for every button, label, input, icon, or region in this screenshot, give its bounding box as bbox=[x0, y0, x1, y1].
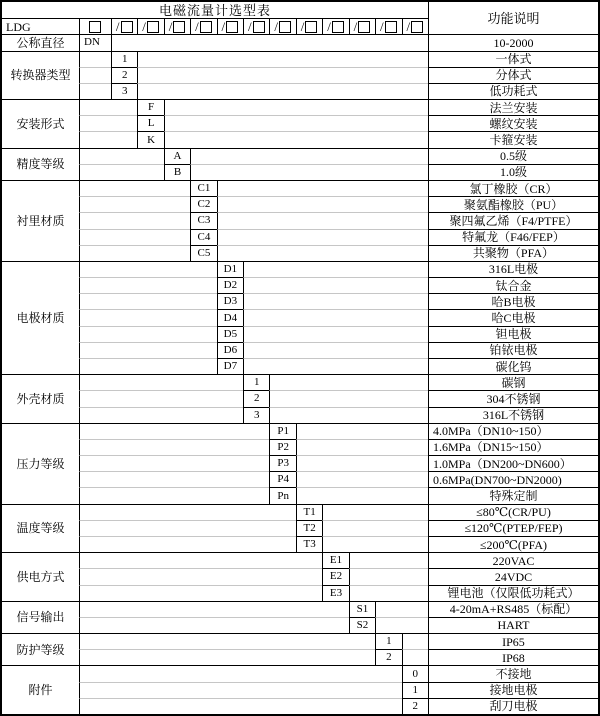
filler-cell bbox=[243, 277, 428, 293]
code-cell: P2 bbox=[269, 439, 295, 455]
desc-cell: 0.5级 bbox=[428, 148, 598, 164]
code-cell: C2 bbox=[190, 196, 216, 212]
code-cell: D7 bbox=[217, 358, 243, 374]
code-cell: B bbox=[164, 164, 190, 180]
code-cell: P4 bbox=[269, 471, 295, 487]
empty-checkbox-icon bbox=[385, 21, 397, 33]
model-code-slot bbox=[243, 18, 269, 34]
desc-cell: ≤80℃(CR/PU) bbox=[428, 504, 598, 520]
filler-cell bbox=[322, 520, 428, 536]
desc-cell: 304不锈钢 bbox=[428, 390, 598, 406]
code-cell: C4 bbox=[190, 229, 216, 245]
empty-checkbox-icon bbox=[279, 21, 291, 33]
code-cell: 1 bbox=[402, 682, 428, 698]
model-code-slot bbox=[402, 18, 428, 34]
code-cell: Pn bbox=[269, 487, 295, 503]
filler-cell bbox=[349, 552, 428, 568]
empty-checkbox-icon bbox=[253, 21, 265, 33]
filler-cell bbox=[296, 423, 428, 439]
filler-cell bbox=[79, 552, 322, 568]
filler-cell bbox=[243, 309, 428, 325]
filler-cell bbox=[190, 164, 428, 180]
code-cell: A bbox=[164, 148, 190, 164]
model-code-slot bbox=[322, 18, 348, 34]
group-label: 衬里材质 bbox=[2, 180, 79, 261]
empty-checkbox-icon bbox=[121, 21, 133, 33]
filler-cell bbox=[137, 83, 428, 99]
code-cell: F bbox=[137, 99, 163, 115]
model-code-slot bbox=[217, 18, 243, 34]
filler-cell bbox=[79, 374, 243, 390]
desc-cell: 共聚物（PFA） bbox=[428, 245, 598, 261]
filler-cell bbox=[164, 99, 428, 115]
slash-separator: / bbox=[168, 19, 173, 35]
code-cell: 1 bbox=[243, 374, 269, 390]
desc-cell: 低功耗式 bbox=[428, 83, 598, 99]
filler-cell bbox=[79, 99, 137, 115]
filler-cell bbox=[79, 229, 190, 245]
filler-cell bbox=[243, 326, 428, 342]
filler-cell bbox=[164, 115, 428, 131]
filler-cell bbox=[296, 455, 428, 471]
filler-cell bbox=[79, 358, 217, 374]
filler-cell bbox=[375, 617, 428, 633]
desc-cell: 一体式 bbox=[428, 51, 598, 67]
desc-cell: 10-2000 bbox=[428, 34, 598, 50]
desc-cell: ≤200℃(PFA) bbox=[428, 536, 598, 552]
empty-checkbox-icon bbox=[358, 21, 370, 33]
desc-cell: 刮刀电极 bbox=[428, 698, 598, 714]
filler-cell bbox=[164, 131, 428, 147]
code-cell: K bbox=[137, 131, 163, 147]
filler-cell bbox=[79, 439, 269, 455]
code-cell: C1 bbox=[190, 180, 216, 196]
filler-cell bbox=[79, 617, 349, 633]
desc-cell: 1.0级 bbox=[428, 164, 598, 180]
filler-cell bbox=[79, 212, 190, 228]
desc-cell: 316L电极 bbox=[428, 261, 598, 277]
code-cell: 0 bbox=[402, 665, 428, 681]
desc-cell: 接地电极 bbox=[428, 682, 598, 698]
empty-checkbox-icon bbox=[89, 21, 101, 33]
desc-cell: 钛合金 bbox=[428, 277, 598, 293]
filler-cell bbox=[79, 277, 217, 293]
code-cell: 3 bbox=[111, 83, 137, 99]
filler-cell bbox=[79, 83, 111, 99]
filler-cell bbox=[79, 407, 243, 423]
filler-cell bbox=[402, 649, 428, 665]
filler-cell bbox=[349, 568, 428, 584]
filler-cell bbox=[79, 309, 217, 325]
filler-cell bbox=[79, 423, 269, 439]
slash-separator: / bbox=[247, 19, 252, 35]
model-code-slot bbox=[164, 18, 190, 34]
filler-cell bbox=[79, 471, 269, 487]
code-cell: P3 bbox=[269, 455, 295, 471]
filler-cell bbox=[79, 601, 349, 617]
group-label: 防护等级 bbox=[2, 633, 79, 665]
desc-cell: 1.0MPa（DN200~DN600） bbox=[428, 455, 598, 471]
code-cell: D6 bbox=[217, 342, 243, 358]
code-cell: D2 bbox=[217, 277, 243, 293]
filler-cell bbox=[79, 196, 190, 212]
desc-cell: 钽电极 bbox=[428, 326, 598, 342]
desc-cell: ≤120℃(PTEP/FEP) bbox=[428, 520, 598, 536]
filler-cell bbox=[296, 487, 428, 503]
filler-cell bbox=[217, 180, 428, 196]
desc-cell: 4.0MPa（DN10~150） bbox=[428, 423, 598, 439]
code-cell: T1 bbox=[296, 504, 322, 520]
filler-cell bbox=[79, 698, 402, 714]
group-label: 精度等级 bbox=[2, 148, 79, 180]
slash-separator: / bbox=[142, 19, 146, 35]
desc-cell: 4-20mA+RS485（标配） bbox=[428, 601, 598, 617]
code-cell: D4 bbox=[217, 309, 243, 325]
filler-cell bbox=[79, 293, 217, 309]
model-code-slot bbox=[269, 18, 295, 34]
filler-cell bbox=[217, 196, 428, 212]
group-label: 压力等级 bbox=[2, 423, 79, 504]
filler-cell bbox=[79, 180, 190, 196]
code-cell: E3 bbox=[322, 585, 348, 601]
filler-cell bbox=[243, 261, 428, 277]
filler-cell bbox=[375, 601, 428, 617]
desc-cell: 哈B电极 bbox=[428, 293, 598, 309]
filler-cell bbox=[137, 67, 428, 83]
table-title: 电磁流量计选型表 bbox=[158, 2, 271, 18]
code-cell: 1 bbox=[111, 51, 137, 67]
filler-cell bbox=[79, 536, 296, 552]
slash-separator: / bbox=[406, 19, 411, 35]
model-prefix: LDG bbox=[2, 18, 79, 34]
model-code-slot bbox=[111, 18, 137, 34]
group-label: 信号输出 bbox=[2, 601, 79, 633]
filler-cell bbox=[296, 471, 428, 487]
code-cell: D5 bbox=[217, 326, 243, 342]
desc-cell: 24VDC bbox=[428, 568, 598, 584]
filler-cell bbox=[322, 504, 428, 520]
desc-cell: 聚四氟乙烯（F4/PTFE） bbox=[428, 212, 598, 228]
filler-cell bbox=[79, 51, 111, 67]
model-code-slot bbox=[296, 18, 322, 34]
desc-cell: 卡箍安装 bbox=[428, 131, 598, 147]
filler-cell bbox=[79, 585, 322, 601]
code-cell: 2 bbox=[402, 698, 428, 714]
group-label: 附件 bbox=[2, 665, 79, 714]
desc-cell: HART bbox=[428, 617, 598, 633]
filler-cell bbox=[79, 261, 217, 277]
desc-cell: IP68 bbox=[428, 649, 598, 665]
desc-cell: 碳钢 bbox=[428, 374, 598, 390]
filler-cell bbox=[79, 164, 164, 180]
group-label: 电极材质 bbox=[2, 261, 79, 374]
model-code-slot bbox=[137, 18, 163, 34]
desc-cell: 特殊定制 bbox=[428, 487, 598, 503]
slash-separator: / bbox=[327, 19, 331, 35]
desc-cell: 螺纹安装 bbox=[428, 115, 598, 131]
filler-cell bbox=[217, 245, 428, 261]
empty-checkbox-icon bbox=[200, 21, 212, 33]
filler-cell bbox=[79, 487, 269, 503]
filler-cell bbox=[111, 34, 428, 50]
empty-checkbox-icon bbox=[226, 21, 238, 33]
group-label: 转换器类型 bbox=[2, 51, 79, 100]
slash-separator: / bbox=[221, 19, 226, 35]
desc-cell: IP65 bbox=[428, 633, 598, 649]
filler-cell bbox=[322, 536, 428, 552]
group-label: 安装形式 bbox=[2, 99, 79, 148]
filler-cell bbox=[79, 455, 269, 471]
filler-cell bbox=[349, 585, 428, 601]
filler-cell bbox=[296, 439, 428, 455]
desc-cell: 氯丁橡胶（CR） bbox=[428, 180, 598, 196]
filler-cell bbox=[79, 568, 322, 584]
group-label: 供电方式 bbox=[2, 552, 79, 601]
code-cell: C5 bbox=[190, 245, 216, 261]
code-cell: P1 bbox=[269, 423, 295, 439]
desc-cell: 316L不锈钢 bbox=[428, 407, 598, 423]
slash-separator: / bbox=[195, 19, 199, 35]
code-cell: DN bbox=[79, 34, 111, 50]
filler-cell bbox=[79, 115, 137, 131]
filler-cell bbox=[269, 374, 428, 390]
code-cell: E2 bbox=[322, 568, 348, 584]
filler-cell bbox=[79, 148, 164, 164]
code-cell: 2 bbox=[243, 390, 269, 406]
empty-checkbox-icon bbox=[305, 21, 317, 33]
empty-checkbox-icon bbox=[147, 21, 159, 33]
function-description-header: 功能说明 bbox=[428, 2, 598, 34]
filler-cell bbox=[79, 649, 375, 665]
empty-checkbox-icon bbox=[332, 21, 344, 33]
code-cell: S1 bbox=[349, 601, 375, 617]
code-cell: L bbox=[137, 115, 163, 131]
code-cell: T3 bbox=[296, 536, 322, 552]
filler-cell bbox=[79, 682, 402, 698]
filler-cell bbox=[217, 212, 428, 228]
code-cell: S2 bbox=[349, 617, 375, 633]
empty-checkbox-icon bbox=[411, 21, 423, 33]
filler-cell bbox=[243, 342, 428, 358]
filler-cell bbox=[79, 131, 137, 147]
desc-cell: 哈C电极 bbox=[428, 309, 598, 325]
code-cell: D3 bbox=[217, 293, 243, 309]
desc-cell: 聚氨酯橡胶（PU） bbox=[428, 196, 598, 212]
slash-separator: / bbox=[274, 19, 278, 35]
desc-cell: 0.6MPa(DN700~DN2000) bbox=[428, 471, 598, 487]
slash-separator: / bbox=[115, 19, 120, 35]
code-cell: T2 bbox=[296, 520, 322, 536]
filler-cell bbox=[269, 407, 428, 423]
code-cell: E1 bbox=[322, 552, 348, 568]
filler-cell bbox=[137, 51, 428, 67]
code-cell: 3 bbox=[243, 407, 269, 423]
filler-cell bbox=[79, 504, 296, 520]
slash-separator: / bbox=[380, 19, 384, 35]
desc-cell: 特氟龙（F46/FEP） bbox=[428, 229, 598, 245]
group-label: 外壳材质 bbox=[2, 374, 79, 423]
code-cell: 2 bbox=[375, 649, 401, 665]
code-cell: D1 bbox=[217, 261, 243, 277]
filler-cell bbox=[79, 245, 190, 261]
code-cell: C3 bbox=[190, 212, 216, 228]
desc-cell: 法兰安装 bbox=[428, 99, 598, 115]
desc-cell: 不接地 bbox=[428, 665, 598, 681]
group-label: 温度等级 bbox=[2, 504, 79, 553]
group-label: 公称直径 bbox=[2, 34, 79, 50]
model-first-code-slot bbox=[79, 18, 111, 34]
filler-cell bbox=[79, 520, 296, 536]
filler-cell bbox=[190, 148, 428, 164]
empty-checkbox-icon bbox=[173, 21, 185, 33]
desc-cell: 碳化钨 bbox=[428, 358, 598, 374]
filler-cell bbox=[269, 390, 428, 406]
desc-cell: 分体式 bbox=[428, 67, 598, 83]
slash-separator: / bbox=[353, 19, 358, 35]
model-code-slot bbox=[190, 18, 216, 34]
filler-cell bbox=[79, 390, 243, 406]
filler-cell bbox=[79, 342, 217, 358]
filler-cell bbox=[243, 293, 428, 309]
filler-cell bbox=[79, 326, 217, 342]
model-code-slot bbox=[349, 18, 375, 34]
filler-cell bbox=[402, 633, 428, 649]
filler-cell bbox=[79, 67, 111, 83]
slash-separator: / bbox=[300, 19, 305, 35]
code-cell: 1 bbox=[375, 633, 401, 649]
filler-cell bbox=[217, 229, 428, 245]
filler-cell bbox=[79, 665, 402, 681]
code-cell: 2 bbox=[111, 67, 137, 83]
desc-cell: 铂铱电极 bbox=[428, 342, 598, 358]
desc-cell: 220VAC bbox=[428, 552, 598, 568]
model-code-slot bbox=[375, 18, 401, 34]
desc-cell: 1.6MPa（DN15~150） bbox=[428, 439, 598, 455]
filler-cell bbox=[79, 633, 375, 649]
desc-cell: 锂电池（仅限低功耗式） bbox=[428, 585, 598, 601]
filler-cell bbox=[243, 358, 428, 374]
